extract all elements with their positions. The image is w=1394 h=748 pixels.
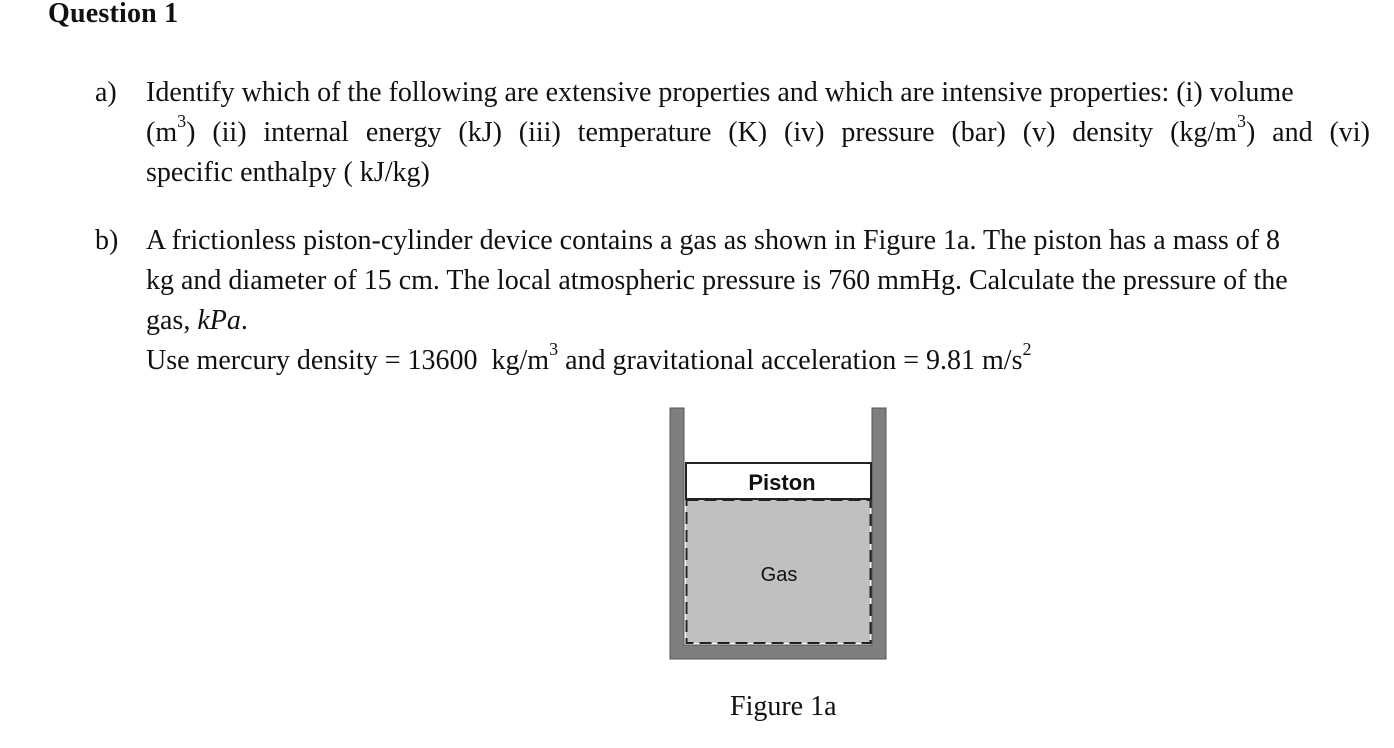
part-a-word: internal — [263, 117, 349, 148]
part-a-word: $(m^3)$ — [146, 110, 196, 148]
part-b-line-1: A frictionless piston-cylinder device contains a gas as shown in Figure 1a. The piston has a mass of 8 — [146, 225, 1281, 256]
part-b-note: Use mercury density = 13600 $kg/m^3$ and gravitational acceleration = 9.81 $m/s^2$ — [146, 338, 1032, 376]
part-a-line-1: Identify which of the following are extensive properties and which are intensive properties: (i) volume — [146, 77, 1294, 108]
part-b-body — [146, 221, 1370, 381]
part-a-word: (vi) — [1329, 117, 1370, 148]
part-a-word: and — [1272, 117, 1313, 148]
piston-cylinder-figure — [650, 396, 905, 681]
part-a-word: $(kg/m^3)$ — [1170, 110, 1256, 148]
part-a-word: (bar) — [951, 117, 1006, 148]
part-b-line-3: gas, kPa. — [146, 305, 248, 336]
question-heading: Question 1 — [48, 0, 179, 29]
part-a-word: (iv) — [784, 117, 825, 148]
part-a-marker: a) — [95, 77, 117, 108]
gas-label: Gas — [760, 564, 798, 586]
part-a-word: (K) — [728, 117, 768, 148]
part-a — [95, 73, 1370, 193]
part-a-word: density — [1072, 117, 1154, 148]
part-a-word: (kJ) — [458, 117, 502, 148]
unit-kpa: kPa — [197, 305, 241, 336]
part-b-line-2: kg and diameter of 15 cm. The local atmospheric pressure is 760 mmHg. Calculate the pressure of the — [146, 265, 1288, 296]
part-a-word: temperature — [577, 117, 712, 148]
part-a-body — [146, 73, 1370, 193]
part-a-line-2 — [146, 110, 1370, 153]
part-a-word: pressure — [841, 117, 935, 148]
part-a-line-3: specific enthalpy ( kJ/kg) — [146, 157, 430, 188]
part-b-marker: b) — [95, 225, 119, 256]
part-a-word: (iii) — [518, 117, 561, 148]
piston-label: Piston — [748, 470, 816, 495]
part-a-word: energy — [365, 117, 442, 148]
figure-caption: Figure 1a — [730, 691, 837, 722]
part-a-word: (ii) — [212, 117, 247, 148]
part-b — [95, 221, 1370, 381]
part-a-word: (v) — [1022, 117, 1056, 148]
